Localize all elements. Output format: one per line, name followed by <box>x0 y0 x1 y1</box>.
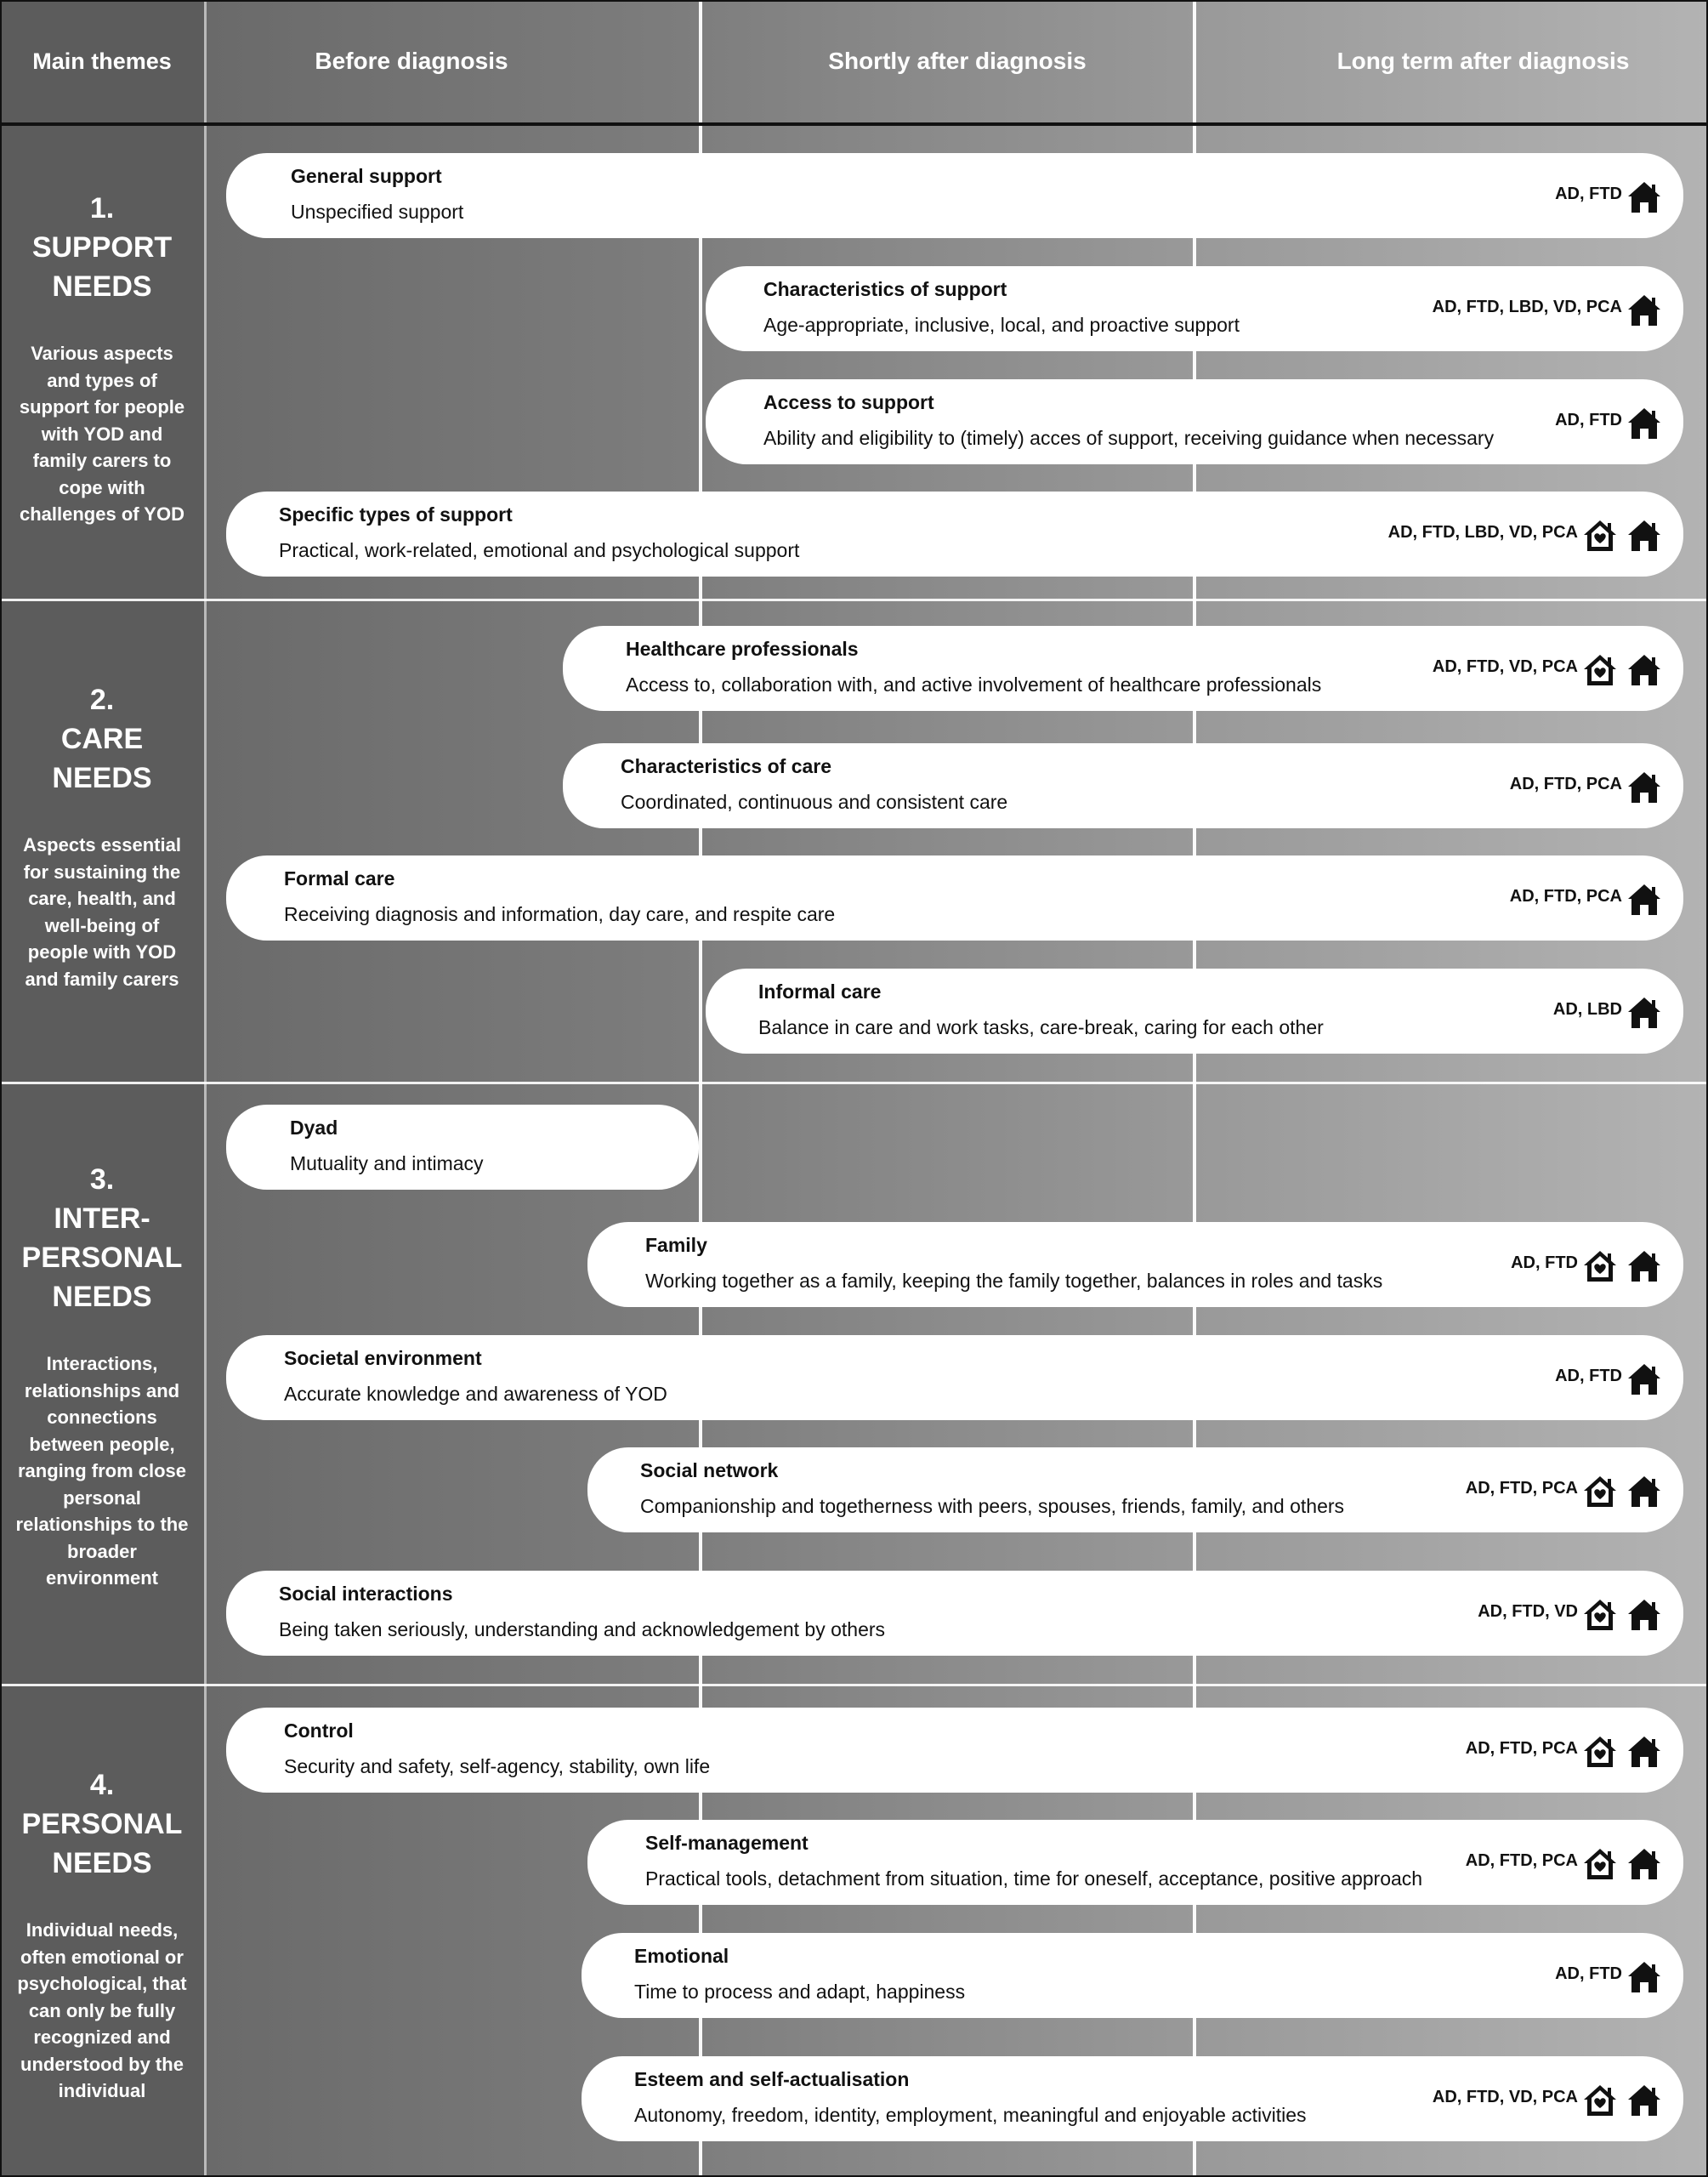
need-title: Characteristics of care <box>621 755 832 777</box>
dementia-types: AD, FTD <box>1555 411 1622 429</box>
need-pill <box>226 1708 1683 1793</box>
theme-description: Interactions, relationships and connections between people, ranging from close personal relationships to the broader environment <box>15 1353 189 1589</box>
need-description: Ability and eligibility to (timely) acces of support, receiving guidance when necessary <box>763 427 1495 449</box>
need-pill <box>706 379 1683 464</box>
need-description: Receiving diagnosis and information, day care, and respite care <box>284 903 836 925</box>
column-divider-themes <box>204 0 207 2177</box>
need-pill <box>587 1222 1683 1307</box>
need-pill <box>226 1571 1683 1656</box>
heart-home-icon <box>1581 1733 1619 1771</box>
need-pill <box>706 969 1683 1054</box>
need-title: Access to support <box>763 391 934 413</box>
home-icon <box>1626 517 1663 554</box>
dementia-types: AD, FTD <box>1555 1367 1622 1385</box>
need-title: General support <box>291 165 442 187</box>
dementia-types: AD, FTD, PCA <box>1509 775 1622 793</box>
need-description: Practical, work-related, emotional and psychological support <box>279 539 800 561</box>
dementia-types: AD, FTD, VD <box>1478 1602 1578 1621</box>
home-icon <box>1626 769 1663 806</box>
dementia-types: AD, FTD, LBD, VD, PCA <box>1432 298 1622 316</box>
heart-home-icon <box>1581 1845 1619 1883</box>
need-pill <box>226 153 1683 238</box>
need-description: Practical tools, detachment from situation, time for oneself, acceptance, positive approach <box>645 1867 1423 1890</box>
home-icon <box>1626 2082 1663 2119</box>
need-description: Age-appropriate, inclusive, local, and proactive support <box>763 314 1240 336</box>
home-icon <box>1626 1845 1663 1883</box>
heart-home-icon <box>1581 2082 1619 2119</box>
heart-home-icon <box>1581 1596 1619 1634</box>
need-title: Specific types of support <box>279 503 513 526</box>
theme-care-needs <box>0 680 204 992</box>
need-title: Esteem and self-actualisation <box>634 2068 910 2090</box>
theme-support-needs <box>0 189 204 528</box>
need-description: Companionship and togetherness with peers, spouses, friends, family, and others <box>640 1495 1345 1517</box>
header-divider <box>0 122 1708 126</box>
need-description: Access to, collaboration with, and active involvement of healthcare professionals <box>626 674 1322 696</box>
home-icon <box>1626 1733 1663 1771</box>
theme-number: 3. <box>89 1163 115 1196</box>
need-title: Dyad <box>290 1117 338 1139</box>
dementia-types: AD, FTD <box>1511 1253 1578 1272</box>
need-description: Autonomy, freedom, identity, employment, meaningful and enjoyable activities <box>634 2104 1307 2126</box>
need-title: Formal care <box>284 867 395 890</box>
theme-number: 1. <box>89 192 115 225</box>
dementia-types: AD, FTD, PCA <box>1465 1851 1578 1870</box>
need-title: Emotional <box>634 1945 729 1967</box>
dementia-types: AD, FTD, PCA <box>1465 1739 1578 1758</box>
home-icon <box>1626 1958 1663 1996</box>
need-pill <box>587 1447 1683 1532</box>
need-description: Security and safety, self-agency, stability, own life <box>284 1755 711 1777</box>
theme-title-line: INTER- <box>54 1202 150 1235</box>
theme-description: Individual needs, often emotional or psychological, that can only be fully recognized and understood by the individual <box>17 1919 187 2101</box>
need-pill <box>226 1335 1683 1420</box>
theme-description: Aspects essential for sustaining the care, health, and well-being of people with YOD and family carers <box>23 834 181 990</box>
need-title: Self-management <box>645 1832 809 1854</box>
row-divider-1 <box>0 599 1708 601</box>
need-title: Characteristics of support <box>763 278 1007 300</box>
need-pill <box>226 855 1683 941</box>
home-icon <box>1626 179 1663 216</box>
header-before-diagnosis: Before diagnosis <box>315 48 508 74</box>
theme-title-line: NEEDS <box>52 1847 152 1879</box>
need-title: Societal environment <box>284 1347 482 1369</box>
theme-interpersonal-needs <box>0 1160 204 1592</box>
dementia-types: AD, FTD, VD, PCA <box>1432 657 1578 676</box>
need-description: Mutuality and intimacy <box>290 1152 484 1174</box>
theme-number: 2. <box>89 684 115 716</box>
dementia-types: AD, FTD, VD, PCA <box>1432 2088 1578 2106</box>
header-main-themes: Main themes <box>32 48 172 74</box>
dementia-types: AD, LBD <box>1552 1000 1622 1019</box>
dementia-types: AD, FTD, PCA <box>1509 887 1622 906</box>
home-icon <box>1626 1361 1663 1398</box>
dementia-types: AD, FTD <box>1555 185 1622 203</box>
dementia-types: AD, FTD, LBD, VD, PCA <box>1387 523 1578 542</box>
header-long-term-after-diagnosis: Long term after diagnosis <box>1336 48 1630 74</box>
theme-title-line: NEEDS <box>52 270 152 303</box>
home-icon <box>1626 405 1663 442</box>
need-description: Working together as a family, keeping the family together, balances in roles and tasks <box>645 1270 1383 1292</box>
need-description: Unspecified support <box>291 201 464 223</box>
heart-home-icon <box>1581 517 1619 554</box>
home-icon <box>1626 994 1663 1032</box>
need-title: Social network <box>640 1459 779 1481</box>
home-icon <box>1626 292 1663 329</box>
theme-title-line: PERSONAL <box>21 1242 183 1274</box>
theme-title-line: PERSONAL <box>21 1808 183 1840</box>
need-title: Family <box>645 1234 707 1256</box>
need-pill <box>582 2056 1683 2141</box>
need-title: Social interactions <box>279 1583 453 1605</box>
theme-personal-needs <box>0 1765 204 2105</box>
need-pill <box>226 492 1683 577</box>
home-icon <box>1626 1473 1663 1510</box>
need-title: Control <box>284 1719 354 1742</box>
need-pill <box>582 1933 1683 2018</box>
need-pill <box>226 1105 699 1190</box>
need-description: Balance in care and work tasks, care-break, caring for each other <box>758 1016 1324 1038</box>
theme-description: Various aspects and types of support for people with YOD and family carers to cope with challenges of YOD <box>19 343 185 525</box>
home-icon <box>1626 1596 1663 1634</box>
heart-home-icon <box>1581 651 1619 689</box>
home-icon <box>1626 651 1663 689</box>
need-description: Coordinated, continuous and consistent care <box>621 791 1008 813</box>
theme-number: 4. <box>89 1769 115 1801</box>
need-pill <box>563 743 1683 828</box>
need-description: Time to process and adapt, happiness <box>634 1981 966 2003</box>
home-icon <box>1626 881 1663 918</box>
theme-title-line: NEEDS <box>52 1281 152 1313</box>
theme-title-line: SUPPORT <box>31 231 173 264</box>
row-divider-3 <box>0 1684 1708 1686</box>
need-title: Informal care <box>758 981 882 1003</box>
need-pill <box>563 626 1683 711</box>
need-description: Being taken seriously, understanding and acknowledgement by others <box>279 1618 886 1640</box>
dementia-types: AD, FTD, PCA <box>1465 1479 1578 1498</box>
heart-home-icon <box>1581 1473 1619 1510</box>
need-description: Accurate knowledge and awareness of YOD <box>284 1383 667 1405</box>
need-pill <box>587 1820 1683 1905</box>
heart-home-icon <box>1581 1248 1619 1285</box>
header-shortly-after-diagnosis: Shortly after diagnosis <box>828 48 1087 74</box>
row-divider-2 <box>0 1082 1708 1084</box>
theme-title-line: CARE <box>60 723 144 755</box>
dementia-types: AD, FTD <box>1555 1964 1622 1983</box>
home-icon <box>1626 1248 1663 1285</box>
theme-title-line: NEEDS <box>52 762 152 794</box>
need-pill <box>706 266 1683 351</box>
need-title: Healthcare professionals <box>626 638 859 660</box>
